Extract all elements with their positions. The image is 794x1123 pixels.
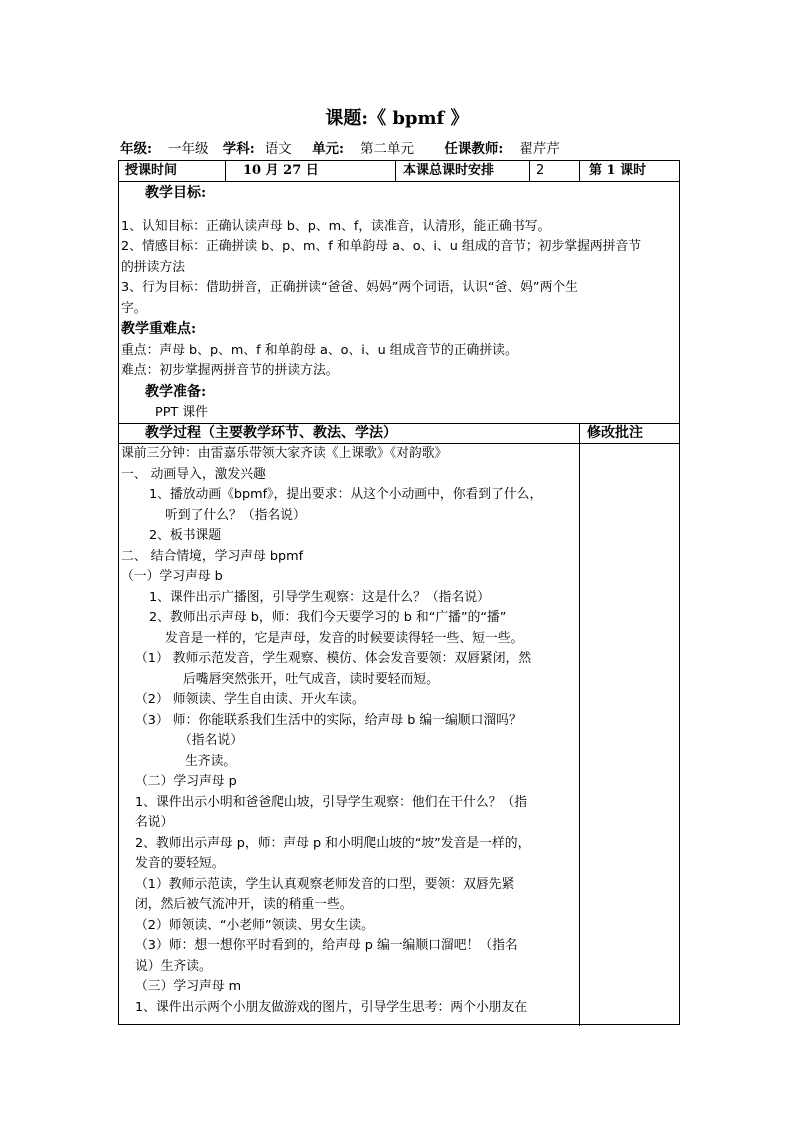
- process-line: 发音是一样的，它是声母，发音的时候要读得轻一些、短一些。: [165, 630, 524, 646]
- objective-line: 2、情感目标：正确拼读 b、p、m、f 和单韵母 a、o、i、u 组成的音节；初步掌握两拼音节: [121, 239, 642, 254]
- col-divider: [579, 423, 580, 1026]
- keypoint-line: 重点：声母 b、p、m、f 和单韵母 a、o、i、u 组成音节的正确拼读。: [121, 342, 518, 358]
- row-divider: [119, 181, 679, 182]
- meta-line: [120, 137, 680, 157]
- process-line: 名说）: [135, 815, 174, 830]
- process-line: 课前三分钟：由雷嘉乐带领大家齐读《上课歌》《对韵歌》: [121, 446, 448, 461]
- process-line: 1、课件出示广播图，引导学生观察：这是什么？（指名说）: [149, 589, 490, 605]
- process-line: 听到了什么？（指名说）: [165, 507, 306, 523]
- subject-value: 语文: [264, 141, 292, 157]
- total-value: 2: [536, 163, 545, 178]
- preparation-heading: 教学准备:: [145, 383, 207, 400]
- col-divider: [225, 161, 226, 181]
- col-divider: [395, 161, 396, 181]
- objective-line: 3、行为目标：借助拼音，正确拼读“爸爸、妈妈”两个词语，认识“爸、妈”两个生: [121, 280, 578, 295]
- process-line: （3）师：想一想你平时看到的，给声母 p 编一编顺口溜吧！（指名: [135, 938, 518, 953]
- col-divider: [529, 161, 530, 181]
- unit-value: 第二单元: [360, 141, 415, 157]
- teacher-label: 任课教师:: [444, 141, 504, 157]
- total-label: 本课总课时安排: [403, 163, 495, 178]
- process-heading: 教学过程（主要教学环节、教法、学法）: [145, 425, 397, 441]
- subject-label: 学科:: [222, 141, 255, 157]
- process-line: 1、播放动画《bpmf》，提出要求：从这个小动画中，你看到了什么，: [149, 487, 543, 502]
- date-value: 10 月 27 日: [243, 163, 319, 178]
- process-line: 2、板书课题: [149, 528, 222, 543]
- process-line: （2） 师领读、学生自由读、开火车读。: [135, 692, 365, 707]
- process-line: 发音的要轻短。: [135, 856, 225, 871]
- objectives-heading: 教学目标:: [145, 185, 207, 201]
- preparation-content: PPT 课件: [155, 405, 208, 420]
- keypoint-line: 难点：初步掌握两拼音节的拼读方法。: [121, 363, 339, 378]
- process-line: （二）学习声母 p: [135, 774, 237, 789]
- process-line: （1） 教师示范发音，学生观察、模仿、体会发音要领：双唇紧闭，然: [135, 651, 532, 666]
- grade-label: 年级:: [120, 141, 152, 157]
- process-line: 1、课件出示两个小朋友做游戏的图片，引导学生思考：两个小朋友在: [135, 999, 528, 1015]
- grade-value: 一年级: [167, 141, 209, 157]
- time-label: 授课时间: [125, 163, 178, 178]
- keypoints-heading: 教学重难点:: [121, 321, 197, 337]
- process-line: 2、教师出示声母 p，师：声母 p 和小明爬山坡的“坡”发音是一样的，: [135, 835, 531, 851]
- process-line: 2、教师出示声母 b，师：我们今天要学习的 b 和“广播”的“播”: [149, 610, 507, 625]
- process-line: 闭，然后被气流冲开，读的稍重一些。: [135, 897, 353, 912]
- process-line: （1）教师示范读，学生认真观察老师发音的口型，要领：双唇先紧: [135, 876, 515, 892]
- period-value: 第 1 课时: [589, 163, 647, 178]
- process-line: （三）学习声母 m: [135, 979, 242, 994]
- col-divider: [579, 161, 580, 181]
- objective-line: 字。: [121, 300, 147, 316]
- process-line: 说）生齐读。: [135, 958, 212, 974]
- objectives-section: [119, 183, 679, 424]
- notes-heading: 修改批注: [587, 425, 643, 441]
- lesson-table: [118, 160, 680, 1025]
- process-section: [119, 444, 579, 1018]
- objective-line: 1、认知目标：正确认读声母 b、p、m、f，读准音，认清形，能正确书写。: [121, 218, 551, 234]
- teacher-value: 翟芹芹: [519, 141, 560, 157]
- process-line: 1、课件出示小明和爸爸爬山坡，引导学生观察：他们在干什么？（指: [135, 794, 528, 810]
- process-line: （2）师领读、“小老师”领读、男女生读。: [135, 917, 374, 933]
- process-line: 后嘴唇突然张开，吐气成音，读时要轻而短。: [183, 671, 439, 687]
- process-line: 生齐读。: [185, 753, 237, 769]
- process-line: （一）学习声母 b: [121, 569, 223, 584]
- objective-line: 的拼读方法: [121, 259, 185, 275]
- unit-label: 单元:: [312, 141, 345, 157]
- process-line: 二、 结合情境，学习声母 bpmf: [121, 548, 304, 564]
- process-line: 一、 动画导入，激发兴趣: [121, 466, 266, 482]
- page-title: 课题:《 bpmf 》: [325, 108, 469, 129]
- process-line: （3） 师：你能联系我们生活中的实际，给声母 b 编一编顺口溜吗？: [135, 712, 522, 728]
- process-line: （指名说）: [179, 733, 243, 748]
